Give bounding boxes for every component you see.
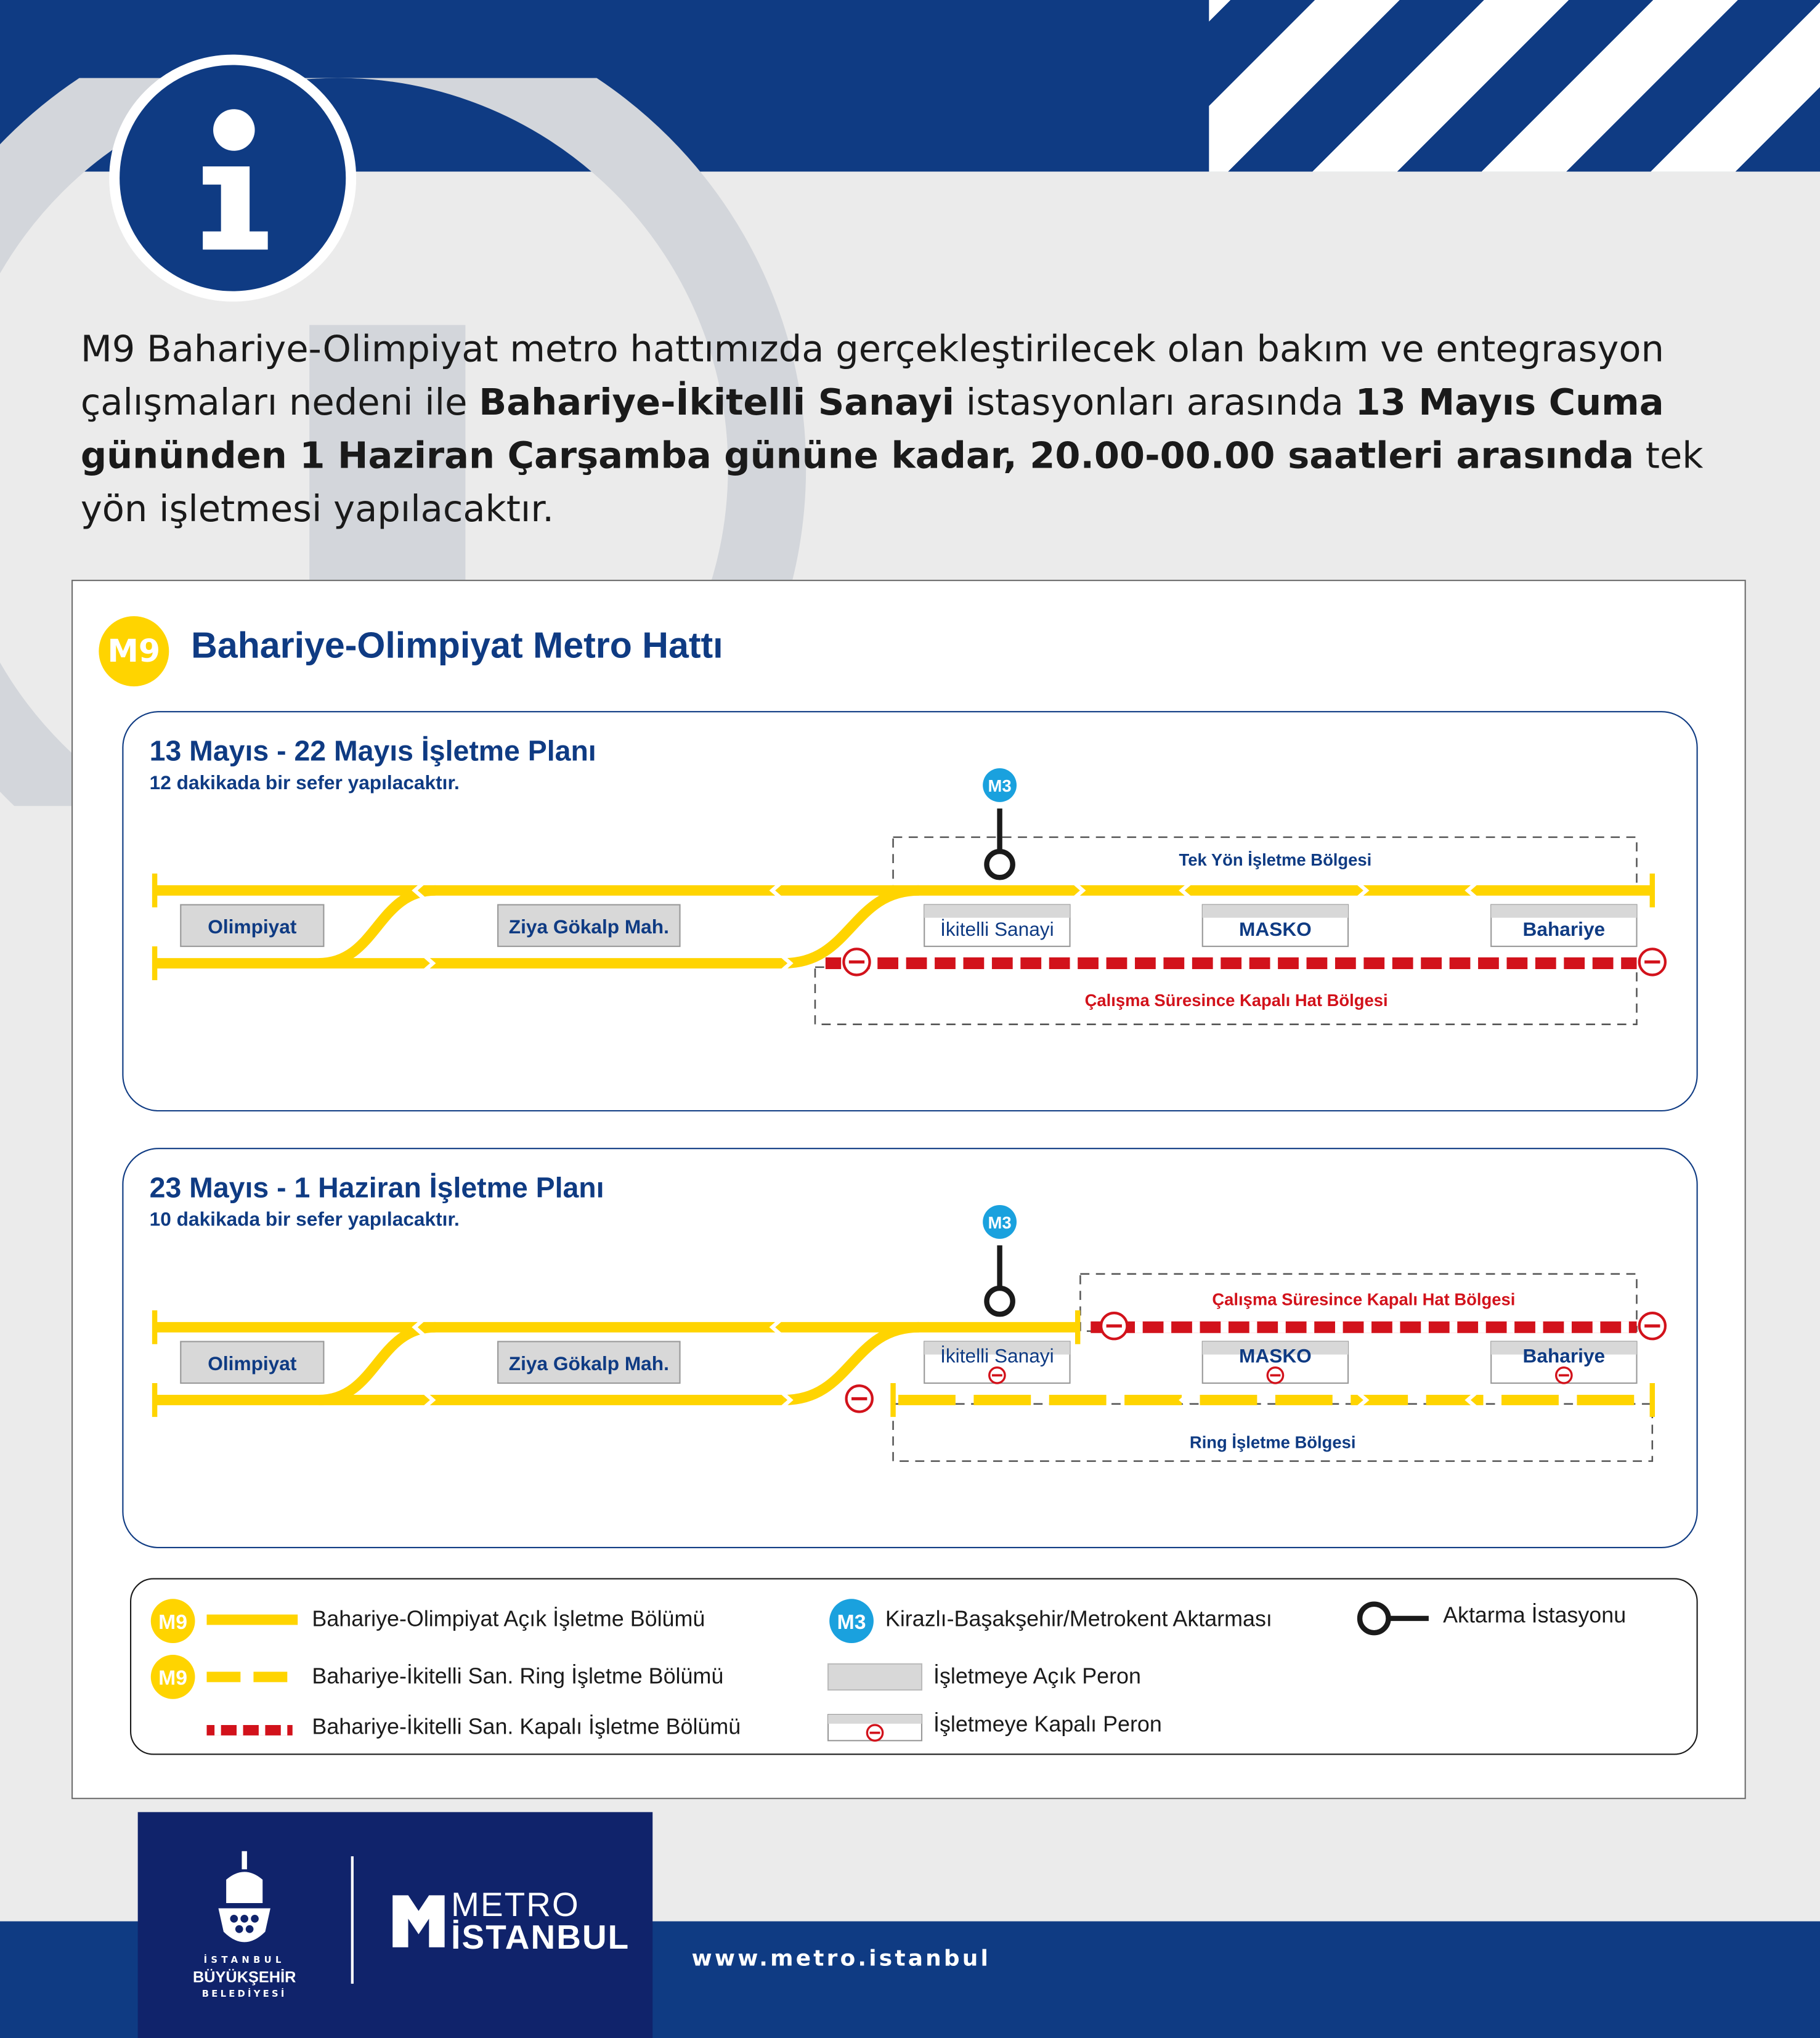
legend-transfer-station: Aktarma İstasyonu — [1443, 1602, 1627, 1628]
no-entry-icon — [1556, 1368, 1572, 1383]
platform-masko — [1203, 1342, 1348, 1384]
platform-bahariye — [1491, 1342, 1636, 1384]
platform-olimpiyat — [181, 905, 323, 947]
zone-label: Ring İşletme Bölgesi — [1189, 1432, 1356, 1452]
header-stripes — [1209, 0, 1820, 172]
legend-closed-section: Bahariye-İkitelli San. Kapalı İşletme Bölümü — [312, 1715, 741, 1740]
closed-platform-icon — [828, 1715, 922, 1740]
station-label: Ziya Gökalp Mah. — [508, 1352, 669, 1374]
station-label: İkitelli Sanayi — [940, 918, 1054, 941]
transfer-station-icon — [1360, 1604, 1388, 1633]
zone-label: Tek Yön İşletme Bölgesi — [1179, 850, 1372, 870]
station-label: Bahariye — [1522, 918, 1606, 941]
legend-ring-section: Bahariye-İkitelli San. Ring İşletme Bölümü — [312, 1663, 724, 1689]
announcement-bold: 13 Mayıs Cuma gününden 1 Haziran Çarşamba gününe kadar, 20.00-00.00 saatleri arasında — [80, 381, 1664, 477]
plan-2-title: 23 Mayıs - 1 Haziran İşletme Planı — [149, 1171, 604, 1204]
legend-open-section: Bahariye-Olimpiyat Açık İşletme Bölümü — [312, 1606, 705, 1632]
no-entry-icon — [1639, 1313, 1665, 1339]
plan-1-title: 13 Mayıs - 22 Mayıs İşletme Planı — [149, 734, 596, 767]
plan-card-2 — [122, 1148, 1697, 1548]
metro-istanbul-line-1: METRO — [451, 1885, 580, 1924]
no-entry-icon — [989, 1368, 1005, 1383]
m3-badge-label: M3 — [988, 776, 1012, 795]
announcement-part: M9 Bahariye-Olimpiyat metro hattımızda gerçekleştirilecek olan bakım ve entegrasyon çalışmaları nedeni ile — [80, 327, 1664, 424]
platform-bahariye — [1491, 905, 1636, 947]
announcement-part: tek yön işletmesi yapılacaktır. — [80, 434, 1704, 530]
plan-2-diagram — [123, 1149, 1699, 1549]
station-label: MASKO — [1239, 1344, 1312, 1367]
announcement-bold: Bahariye-İkitelli Sanayi — [479, 381, 955, 424]
no-entry-icon — [843, 949, 869, 975]
ibb-line-2: BÜYÜKŞEHİR — [192, 1968, 296, 1987]
legend-m3-transfer: Kirazlı-Başakşehir/Metrokent Aktarması — [885, 1606, 1272, 1632]
metro-istanbul-line-2: İSTANBUL — [451, 1917, 630, 1957]
ibb-logo-icon — [208, 1851, 281, 1953]
plan-1-subtitle: 12 dakikada bir sefer yapılacaktır. — [149, 772, 460, 795]
no-entry-icon — [1101, 1313, 1127, 1339]
station-label: İkitelli Sanayi — [940, 1344, 1054, 1367]
ibb-line-1: İSTANBUL — [203, 1955, 285, 1966]
station-label: Ziya Gökalp Mah. — [508, 915, 669, 938]
platform-ikitelli-sanayi — [924, 905, 1070, 947]
announcement-part: istasyonları arasında — [954, 381, 1355, 424]
m9-badge: M9 — [99, 616, 169, 686]
legend-open-platform: İşletmeye Açık Peron — [933, 1663, 1141, 1689]
no-entry-icon — [1639, 949, 1665, 975]
station-label: Bahariye — [1522, 1344, 1606, 1367]
metro-istanbul-logo-icon — [390, 1890, 447, 1950]
platform-olimpiyat — [181, 1342, 323, 1384]
ibb-line-3: BELEDİYESİ — [201, 1989, 287, 2000]
line-title: Bahariye-Olimpiyat Metro Hattı — [191, 625, 723, 666]
legend-closed-platform: İşletmeye Kapalı Peron — [933, 1711, 1162, 1737]
m3-legend-badge-label: M3 — [837, 1610, 866, 1634]
zone-label: Çalışma Süresince Kapalı Hat Bölgesi — [1084, 991, 1388, 1010]
zone-label: Çalışma Süresince Kapalı Hat Bölgesi — [1212, 1289, 1516, 1309]
m9-legend-badge-label: M9 — [158, 1610, 188, 1634]
m3-badge-label: M3 — [988, 1212, 1012, 1232]
announcement-text — [81, 322, 1758, 535]
legend — [130, 1578, 1698, 1755]
no-entry-icon — [1267, 1368, 1283, 1383]
platform-ikitelli-sanayi — [924, 1342, 1070, 1384]
transfer-station-icon — [986, 851, 1012, 877]
plan-1-diagram — [123, 712, 1699, 1113]
logo-divider — [351, 1856, 354, 1984]
station-label: Olimpiyat — [208, 1352, 297, 1374]
m9-legend-badge-label: M9 — [158, 1666, 188, 1690]
platform-masko — [1203, 905, 1348, 947]
website-link[interactable]: www.metro.istanbul — [691, 1946, 991, 1972]
info-icon — [109, 55, 356, 302]
platform-ziya-gokalp — [498, 905, 680, 947]
station-label: MASKO — [1239, 918, 1312, 941]
transfer-station-icon — [986, 1288, 1012, 1314]
no-entry-icon — [847, 1386, 872, 1411]
platform-ziya-gokalp — [498, 1342, 680, 1384]
plan-2-subtitle: 10 dakikada bir sefer yapılacaktır. — [149, 1209, 460, 1232]
station-label: Olimpiyat — [208, 915, 297, 938]
plan-card-1 — [122, 711, 1697, 1111]
open-platform-icon — [828, 1664, 922, 1690]
